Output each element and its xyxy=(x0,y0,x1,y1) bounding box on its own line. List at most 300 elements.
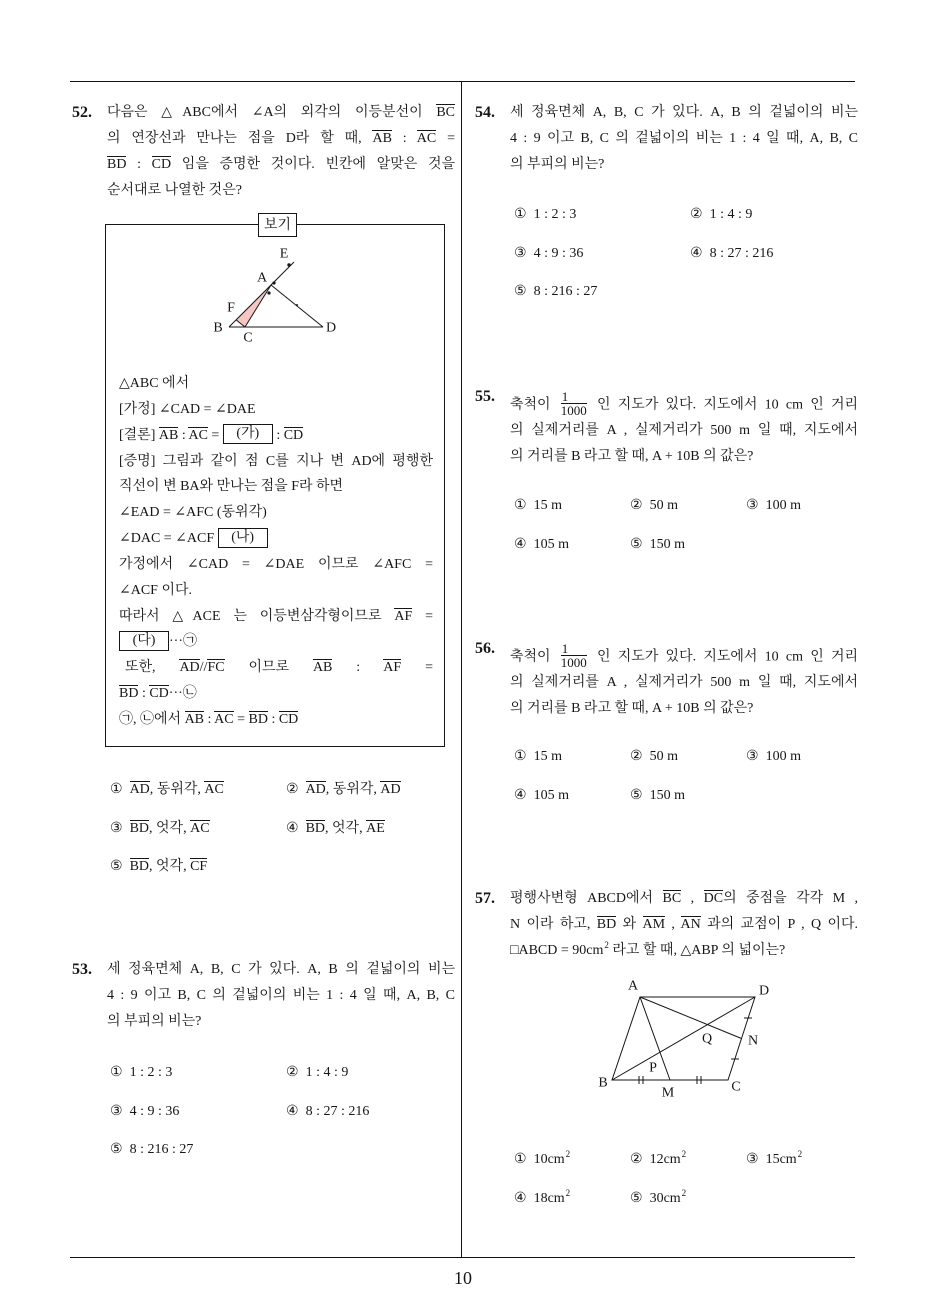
text-line xyxy=(107,1009,455,1035)
segment-ac xyxy=(245,285,271,327)
text-run: 8 : 216 : 27 xyxy=(533,284,598,300)
label-n: N xyxy=(747,1033,759,1049)
option-number: ② xyxy=(630,498,643,513)
problem-text xyxy=(510,389,858,470)
text-run: [증명] 그림과 같이 점 C를 지나 변 AD에 평행한 xyxy=(119,453,433,469)
overlined-segment: AC xyxy=(416,131,437,146)
answer-option-2 xyxy=(286,1060,462,1099)
text-run: 의 거리를 B 라고 할 때, A + 10B 의 값은? xyxy=(510,701,754,716)
option-number: ⑤ xyxy=(514,284,527,300)
overlined-segment: AC xyxy=(188,427,208,443)
text-run: = xyxy=(207,427,223,443)
text-run: 8 : 216 : 27 xyxy=(129,1142,194,1158)
answer-option-5 xyxy=(630,1186,746,1225)
bogi-label: 보기 xyxy=(258,213,297,237)
answer-option-4 xyxy=(514,532,630,571)
overlined-segment: BD xyxy=(248,711,268,727)
fraction xyxy=(561,390,587,417)
problem-text xyxy=(510,641,858,722)
answer-option-3 xyxy=(746,744,862,783)
overlined-segment: FC xyxy=(207,660,225,676)
text-run: 4 : 9 : 36 xyxy=(129,1103,180,1119)
text-run: 100 m xyxy=(765,498,801,513)
option-text xyxy=(130,1065,173,1080)
text-line xyxy=(119,707,433,733)
text-line xyxy=(107,126,455,152)
superscript: 2 xyxy=(565,1187,571,1198)
option-number: ② xyxy=(286,782,299,797)
option-text xyxy=(306,1065,349,1080)
option-number: ⑤ xyxy=(630,787,643,803)
label-d: D xyxy=(758,983,770,999)
option-text xyxy=(650,537,685,552)
option-number: ④ xyxy=(514,1190,527,1206)
label-p: P xyxy=(649,1060,657,1076)
text-line xyxy=(510,444,858,470)
option-text xyxy=(533,1187,571,1206)
overlined-segment: AC xyxy=(214,711,234,727)
option-number: ① xyxy=(514,749,527,764)
text-run: : xyxy=(178,427,189,443)
option-text xyxy=(649,1187,687,1206)
text-line xyxy=(119,681,433,707)
fraction-numerator: 1 xyxy=(561,390,587,404)
answer-option-5 xyxy=(630,783,746,822)
overlined-segment: BD xyxy=(129,859,150,875)
answer-options xyxy=(110,777,462,893)
text-run: 의 중점을 각각 M , xyxy=(723,891,858,906)
text-run: 8 : 27 : 216 xyxy=(709,245,774,261)
problem-57 xyxy=(475,886,863,1206)
answer-option-1 xyxy=(514,493,630,532)
text-run: 가정에서 ∠CAD = ∠DAE 이므로 ∠AFC = xyxy=(119,556,433,572)
label-c: C xyxy=(731,1079,741,1095)
option-number: ② xyxy=(286,1065,299,1080)
text-run: 100 m xyxy=(765,749,801,764)
overlined-segment: AN xyxy=(680,917,701,932)
superscript: 2 xyxy=(681,1187,687,1198)
label-e: E xyxy=(279,246,289,262)
answer-option-1 xyxy=(110,777,286,816)
overlined-segment: AM xyxy=(642,917,666,932)
answer-option-1 xyxy=(110,1060,286,1099)
fraction-denominator: 1000 xyxy=(560,655,587,670)
parallelogram-figure xyxy=(590,975,780,1105)
text-run: : xyxy=(332,660,384,676)
problem-number: 54. xyxy=(475,104,495,121)
answer-option-2 xyxy=(630,493,746,532)
text-run: : xyxy=(138,686,150,702)
top-rule xyxy=(70,81,855,82)
overlined-segment: AD xyxy=(179,660,200,676)
text-run: 50 m xyxy=(649,498,678,513)
overlined-segment: BD xyxy=(305,820,326,836)
text-run: = xyxy=(401,660,433,676)
option-text xyxy=(534,498,562,513)
text-run: = xyxy=(412,608,433,624)
shaded-triangle-acf xyxy=(236,285,271,327)
answer-options xyxy=(514,493,862,570)
text-run: 4 : 9 : 36 xyxy=(533,245,584,261)
answer-option-3 xyxy=(746,493,862,532)
text-line xyxy=(119,500,433,526)
text-line xyxy=(119,371,433,397)
option-text xyxy=(306,781,401,797)
text-run: , 엇각, xyxy=(149,859,191,875)
text-run: 15cm xyxy=(765,1152,797,1167)
problem-text xyxy=(510,886,858,964)
text-run: 인 지도가 있다. 지도에서 10 cm 인 거리 xyxy=(589,397,858,413)
label-c: C xyxy=(243,330,253,346)
option-number: ② xyxy=(690,207,703,222)
option-text xyxy=(534,749,562,764)
text-run: 10cm xyxy=(533,1152,565,1167)
option-text xyxy=(534,246,584,261)
text-run: 1 : 2 : 3 xyxy=(129,1065,173,1080)
option-text xyxy=(766,498,801,513)
answer-blank-box: (나) xyxy=(218,528,268,548)
option-text xyxy=(533,1149,571,1167)
answer-option-2 xyxy=(630,1147,746,1186)
problem-text xyxy=(107,957,455,1035)
label-f: F xyxy=(227,300,235,316)
bogi-box xyxy=(105,218,445,747)
fraction-numerator: 1 xyxy=(561,642,587,656)
text-run: 4 : 9 이고 B, C 의 겉넓이의 비는 1 : 4 일 때, A, B, C xyxy=(510,131,858,146)
text-run: 따라서 △ACE 는 이등변삼각형이므로 xyxy=(119,608,395,624)
answer-option-2 xyxy=(690,202,866,241)
angle-marker-dot xyxy=(267,291,270,294)
option-text xyxy=(765,1149,803,1167)
answer-option-3 xyxy=(110,1099,286,1138)
option-text xyxy=(534,788,569,803)
text-run: 1 : 4 : 9 xyxy=(305,1065,349,1080)
text-run: 과의 교점이 P , Q 이다. xyxy=(700,917,858,932)
option-text xyxy=(130,858,208,874)
text-run: ㉠, ㉡에서 xyxy=(119,711,185,727)
option-text xyxy=(534,207,577,222)
option-text xyxy=(710,246,774,261)
answer-options xyxy=(514,1147,862,1224)
text-line xyxy=(119,578,433,604)
overlined-segment: AD xyxy=(380,782,401,797)
option-number: ④ xyxy=(514,536,527,552)
text-line xyxy=(107,983,455,1009)
text-line xyxy=(107,100,455,126)
overlined-segment: AD xyxy=(129,782,150,797)
label-q: Q xyxy=(701,1031,713,1047)
answer-blank-box: (다) xyxy=(119,631,169,651)
text-run: 인 지도가 있다. 지도에서 10 cm 인 거리 xyxy=(589,649,858,665)
text-run: 의 연장선과 만나는 점을 D라 할 때, xyxy=(107,131,373,146)
overlined-segment: BD xyxy=(107,157,127,172)
problem-52 xyxy=(72,100,460,875)
answer-option-3 xyxy=(746,1147,862,1186)
text-run: : xyxy=(267,711,279,727)
overlined-segment: AB xyxy=(372,131,392,146)
text-run: 세 정육면체 A, B, C 가 있다. A, B 의 겉넓이의 비는 xyxy=(107,962,455,977)
problem-number: 52. xyxy=(72,104,92,121)
text-line xyxy=(510,418,858,444)
superscript: 2 xyxy=(797,1149,803,1159)
text-line xyxy=(107,178,455,204)
problem-number: 53. xyxy=(72,961,92,978)
bottom-rule xyxy=(70,1257,855,1258)
overlined-segment: AB xyxy=(312,660,333,676)
option-text xyxy=(710,207,753,222)
overlined-segment: BD xyxy=(596,917,617,932)
overlined-segment: AB xyxy=(184,711,205,727)
diagonal-bd xyxy=(612,997,755,1080)
option-text xyxy=(306,1104,370,1119)
answer-option-3 xyxy=(514,241,690,280)
text-run: ∠EAD = ∠AFC (동위각) xyxy=(119,505,267,521)
page-number: 10 xyxy=(454,1268,472,1288)
overlined-segment: BD xyxy=(129,820,150,836)
overlined-segment: AF xyxy=(394,608,413,624)
text-run: ···㉠ xyxy=(169,634,197,650)
text-run: 평행사변형 ABCD에서 xyxy=(510,891,663,906)
text-run: [가정] ∠CAD = ∠DAE xyxy=(119,401,256,417)
text-run: 105 m xyxy=(533,787,569,803)
point-marker xyxy=(287,263,290,266)
text-line xyxy=(119,526,433,552)
text-line xyxy=(510,126,858,152)
segment-marker xyxy=(296,304,298,306)
text-run: 18cm xyxy=(533,1190,565,1206)
text-run: 105 m xyxy=(533,536,569,552)
answer-option-4 xyxy=(514,783,630,822)
option-number: ③ xyxy=(110,1103,123,1119)
text-run: 임을 증명한 것이다. 빈칸에 알맞은 것을 xyxy=(171,157,455,172)
text-run: 또한, xyxy=(125,660,180,676)
text-run: 30cm xyxy=(649,1190,681,1206)
answer-option-5 xyxy=(110,1137,286,1176)
text-run: // xyxy=(199,660,208,676)
answer-option-5 xyxy=(514,279,690,318)
text-run: 150 m xyxy=(649,787,685,803)
option-number: ③ xyxy=(746,1152,759,1167)
option-number: ⑤ xyxy=(110,1142,123,1158)
text-run: 15 m xyxy=(533,749,562,764)
text-line xyxy=(119,552,433,578)
text-run: : xyxy=(204,711,215,727)
answer-option-5 xyxy=(630,532,746,571)
label-a: A xyxy=(256,270,268,286)
text-line xyxy=(510,389,858,418)
bogi-proof-text xyxy=(119,371,433,733)
answer-option-4 xyxy=(514,1186,630,1225)
text-run: 의 거리를 B 라고 할 때, A + 10B 의 값은? xyxy=(510,449,754,464)
text-run: 다음은 △ABC에서 ∠A의 외각의 이등분선이 xyxy=(107,105,437,120)
problem-number: 55. xyxy=(475,388,495,405)
answer-option-1 xyxy=(514,744,630,783)
answer-option-4 xyxy=(286,816,462,855)
label-a: A xyxy=(627,978,639,994)
overlined-segment: BC xyxy=(436,105,455,120)
text-run: [결론] xyxy=(119,427,159,443)
text-run: , 동위각, xyxy=(149,782,205,797)
text-run: 이므로 xyxy=(224,660,313,676)
text-run: , xyxy=(665,917,681,932)
text-run: 의 실제거리를 A , 실제거리가 500 m 일 때, 지도에서 xyxy=(510,675,858,690)
superscript: 2 xyxy=(681,1149,687,1159)
option-number: ④ xyxy=(514,787,527,803)
text-run: 8 : 27 : 216 xyxy=(305,1103,370,1119)
text-line xyxy=(119,629,433,655)
answer-option-2 xyxy=(630,744,746,783)
text-run: : xyxy=(272,427,284,443)
text-run: , xyxy=(681,891,704,906)
option-number: ① xyxy=(110,782,123,797)
text-run: = xyxy=(436,131,456,146)
answer-option-3 xyxy=(110,816,286,855)
answer-option-5 xyxy=(110,854,286,893)
answer-options xyxy=(514,202,866,318)
answer-options xyxy=(514,744,862,821)
option-number: ④ xyxy=(286,820,299,836)
fraction-denominator: 1000 xyxy=(560,403,587,418)
text-run: 의 부피의 비는? xyxy=(510,157,605,172)
answer-option-1 xyxy=(514,202,690,241)
overlined-segment: AD xyxy=(305,782,326,797)
text-run: 50 m xyxy=(649,749,678,764)
label-b: B xyxy=(213,320,223,336)
text-run: , 동위각, xyxy=(325,782,381,797)
option-number: ⑤ xyxy=(630,1190,643,1206)
problem-54 xyxy=(475,100,863,300)
text-line xyxy=(510,696,858,722)
option-text xyxy=(534,537,569,552)
option-text xyxy=(130,820,210,836)
text-run: : xyxy=(391,131,417,146)
text-run: 1 : 2 : 3 xyxy=(533,207,577,222)
option-number: ③ xyxy=(746,498,759,513)
text-run: 150 m xyxy=(649,536,685,552)
option-number: ① xyxy=(514,207,527,222)
text-run: : xyxy=(126,157,152,172)
overlined-segment: CD xyxy=(283,427,304,443)
overlined-segment: AF xyxy=(383,660,402,676)
text-line xyxy=(510,938,858,964)
option-number: ③ xyxy=(110,820,123,836)
problem-56 xyxy=(475,640,863,803)
overlined-segment: BC xyxy=(662,891,682,906)
text-run: N 이라 하고, xyxy=(510,917,597,932)
superscript: 2 xyxy=(604,940,609,950)
option-text xyxy=(534,284,598,299)
option-text xyxy=(650,498,678,513)
text-line xyxy=(119,449,433,475)
answer-option-4 xyxy=(286,1099,462,1138)
text-run: 축척이 xyxy=(510,397,558,413)
overlined-segment: CD xyxy=(278,711,299,727)
text-run: 직선이 변 BA와 만나는 점을 F라 하면 xyxy=(119,479,344,495)
option-number: ⑤ xyxy=(110,859,123,875)
text-run: 15 m xyxy=(533,498,562,513)
problem-number: 57. xyxy=(475,890,495,907)
text-run: 와 xyxy=(616,917,643,932)
text-run: 의 부피의 비는? xyxy=(107,1014,202,1029)
label-m: M xyxy=(661,1085,675,1101)
text-line xyxy=(119,655,433,681)
problem-55 xyxy=(475,388,863,552)
text-line xyxy=(510,100,858,126)
option-text xyxy=(649,1149,687,1167)
text-run: 12cm xyxy=(649,1152,681,1167)
text-run: 축척이 xyxy=(510,649,558,665)
option-number: ④ xyxy=(286,1103,299,1119)
text-run: 라고 할 때, △ABP 의 넓이는? xyxy=(608,943,786,958)
overlined-segment: AC xyxy=(190,820,210,836)
option-number: ③ xyxy=(746,749,759,764)
text-line xyxy=(119,474,433,500)
problem-text xyxy=(107,100,455,204)
text-run: 의 실제거리를 A , 실제거리가 500 m 일 때, 지도에서 xyxy=(510,423,858,438)
option-number: ① xyxy=(514,498,527,513)
text-line xyxy=(119,604,433,630)
text-line xyxy=(510,912,858,938)
overlined-segment: AE xyxy=(366,820,385,836)
text-run: ∠ACF 이다. xyxy=(119,582,193,598)
text-line xyxy=(510,641,858,670)
option-number: ⑤ xyxy=(630,536,643,552)
overlined-segment: BD xyxy=(119,686,139,702)
option-text xyxy=(306,820,385,836)
text-line xyxy=(107,957,455,983)
option-text xyxy=(130,1142,194,1157)
problem-number: 56. xyxy=(475,640,495,657)
overlined-segment: DC xyxy=(703,891,724,906)
text-run: = xyxy=(233,711,249,727)
text-line xyxy=(510,152,858,178)
answer-option-1 xyxy=(514,1147,630,1186)
text-run: ∠DAC = ∠ACF xyxy=(119,531,218,547)
option-text xyxy=(766,749,801,764)
text-line xyxy=(119,423,433,449)
segment-an xyxy=(640,997,742,1039)
text-line xyxy=(119,397,433,423)
overlined-segment: CD xyxy=(151,157,172,172)
text-line xyxy=(107,152,455,178)
label-b: B xyxy=(598,1075,608,1091)
answer-option-2 xyxy=(286,777,462,816)
superscript: 2 xyxy=(565,1149,571,1159)
fraction xyxy=(561,642,587,669)
option-text xyxy=(650,749,678,764)
overlined-segment: AB xyxy=(158,427,179,443)
text-run: 1 : 4 : 9 xyxy=(709,207,753,222)
option-number: ② xyxy=(630,1152,643,1167)
option-text xyxy=(650,788,685,803)
text-run: , 엇각, xyxy=(149,820,191,836)
triangle-figure xyxy=(201,241,351,351)
text-run: □ABCD = 90cm xyxy=(510,943,604,958)
angle-marker-dot xyxy=(272,281,275,284)
overlined-segment: CD xyxy=(149,686,169,702)
text-run: 4 : 9 이고 B, C 의 겉넓이의 비는 1 : 4 일 때, A, B, C xyxy=(107,988,455,1003)
option-text xyxy=(130,781,224,797)
option-number: ① xyxy=(110,1065,123,1080)
option-number: ③ xyxy=(514,245,527,261)
option-text xyxy=(130,1104,180,1119)
problem-53 xyxy=(72,957,460,1158)
text-run: ···㉡ xyxy=(168,686,197,702)
option-number: ② xyxy=(630,749,643,764)
text-run: 순서대로 나열한 것은? xyxy=(107,183,242,198)
text-run: 세 정육면체 A, B, C 가 있다. A, B 의 겉넓이의 비는 xyxy=(510,105,858,120)
text-run: , 엇각, xyxy=(325,820,367,836)
